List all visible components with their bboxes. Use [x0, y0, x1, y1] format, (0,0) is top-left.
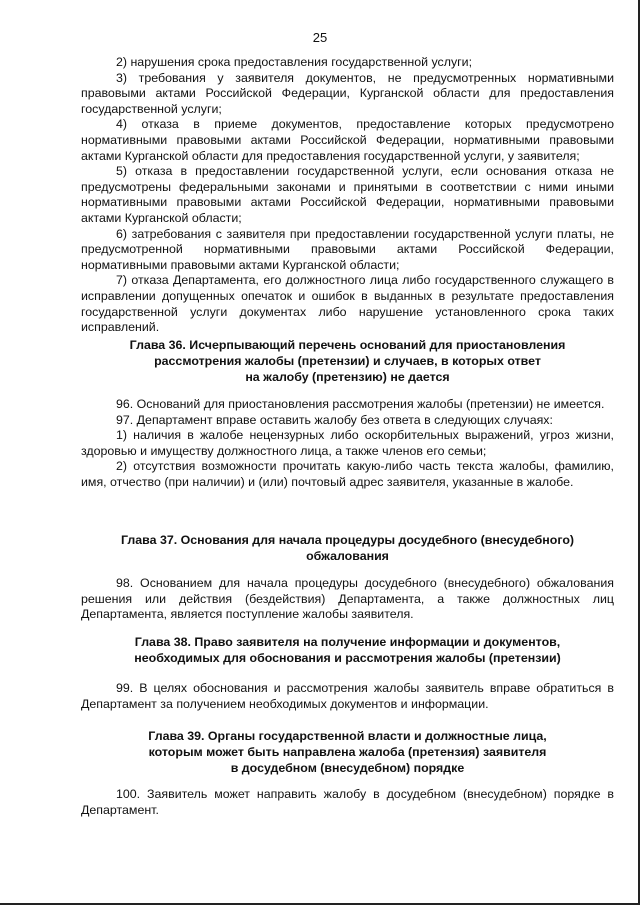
heading-line: на жалобу (претензию) не дается [245, 370, 450, 384]
heading-line: Глава 38. Право заявителя на получение информации и документов, [134, 635, 561, 649]
paragraph: 2) отсутствия возможности прочитать какую-либо часть текста жалобы, фамилию, имя, отчество (при наличии) и (или) почтовый адрес заявителя, указанные в жалобе. [81, 459, 614, 489]
chapter-37-body [81, 576, 614, 623]
list-item: 7) отказа Департамента, его должностного лица либо государственного служащего в исправлении допущенных опечаток и ошибок в выданных в результате предоставления государственной услуги документах либо нарушение установленного срока таких исправлений. [81, 273, 614, 335]
list-item: 5) отказа в предоставлении государственной услуги, если основания отказа не предусмотрены федеральными законами и принятыми в соответствии с ними иными нормативными правовыми актами Российской Федерации, нормативными правовыми актами Курганской области; [81, 164, 614, 225]
list-item: 3) требования у заявителя документов, не предусмотренных нормативными правовыми актами Российской Федерации, Курганской области для предоставления государственной услуги; [81, 70, 614, 116]
list-item: 4) отказа в приеме документов, предоставление которых предусмотрено нормативными правовыми актами Российской Федерации, нормативными правовыми актами Курганской области для предоставления государственной услуги, у заявителя; [81, 117, 614, 163]
page-number: 25 [312, 30, 328, 45]
chapter-38-heading [81, 634, 614, 666]
paragraph: 98. Основанием для начала процедуры досудебного (внесудебного) обжалования решения или действия (бездействия) Департамента, а также должностных лиц Департамента, является поступление жалобы заявителя. [81, 576, 614, 622]
chapter-39-body [81, 787, 614, 818]
heading-line: Глава 37. Основания для начала процедуры досудебного (внесудебного) [120, 533, 575, 547]
paragraph: 97. Департамент вправе оставить жалобу без ответа в следующих случаях: [116, 412, 553, 427]
top-list [81, 55, 614, 336]
list-item: 6) затребования с заявителя при предоставлении государственной услуги платы, не предусмотренной нормативными правовыми актами Российской Федерации, нормативными правовыми актами Курганской области; [81, 226, 614, 272]
heading-line: Глава 36. Исчерпывающий перечень оснований для приостановления [129, 338, 566, 352]
chapter-38-body [81, 681, 614, 712]
paragraph: 100. Заявитель может направить жалобу в досудебном (внесудебном) порядке в Департамент. [81, 787, 614, 817]
list-item: 2) нарушения срока предоставления государственной услуги; [116, 55, 473, 69]
paragraph: 96. Оснований для приостановления рассмотрения жалобы (претензии) не имеется. [116, 397, 605, 411]
chapter-36-body [81, 397, 614, 491]
heading-line: рассмотрения жалобы (претензии) и случаев, в которых ответ [154, 354, 541, 368]
heading-line: необходимых для обоснования и рассмотрения жалобы (претензии) [134, 651, 561, 665]
heading-line: в досудебном (внесудебном) порядке [230, 761, 465, 775]
heading-line: которым может быть направлена жалоба (претензия) заявителя [148, 745, 547, 759]
paragraph: 1) наличия в жалобе нецензурных либо оскорбительных выражений, угроз жизни, здоровью и имуществу должностного лица, а также членов его семьи; [81, 428, 614, 458]
paragraph: 99. В целях обоснования и рассмотрения жалобы заявитель вправе обратиться в Департамент за получением необходимых документов и информации. [81, 681, 614, 711]
heading-line: Глава 39. Органы государственной власти и должностные лица, [148, 729, 547, 743]
chapter-39-heading [81, 728, 614, 776]
heading-line: обжалования [306, 549, 389, 563]
chapter-37-heading [81, 532, 614, 564]
chapter-36-heading [81, 337, 614, 385]
